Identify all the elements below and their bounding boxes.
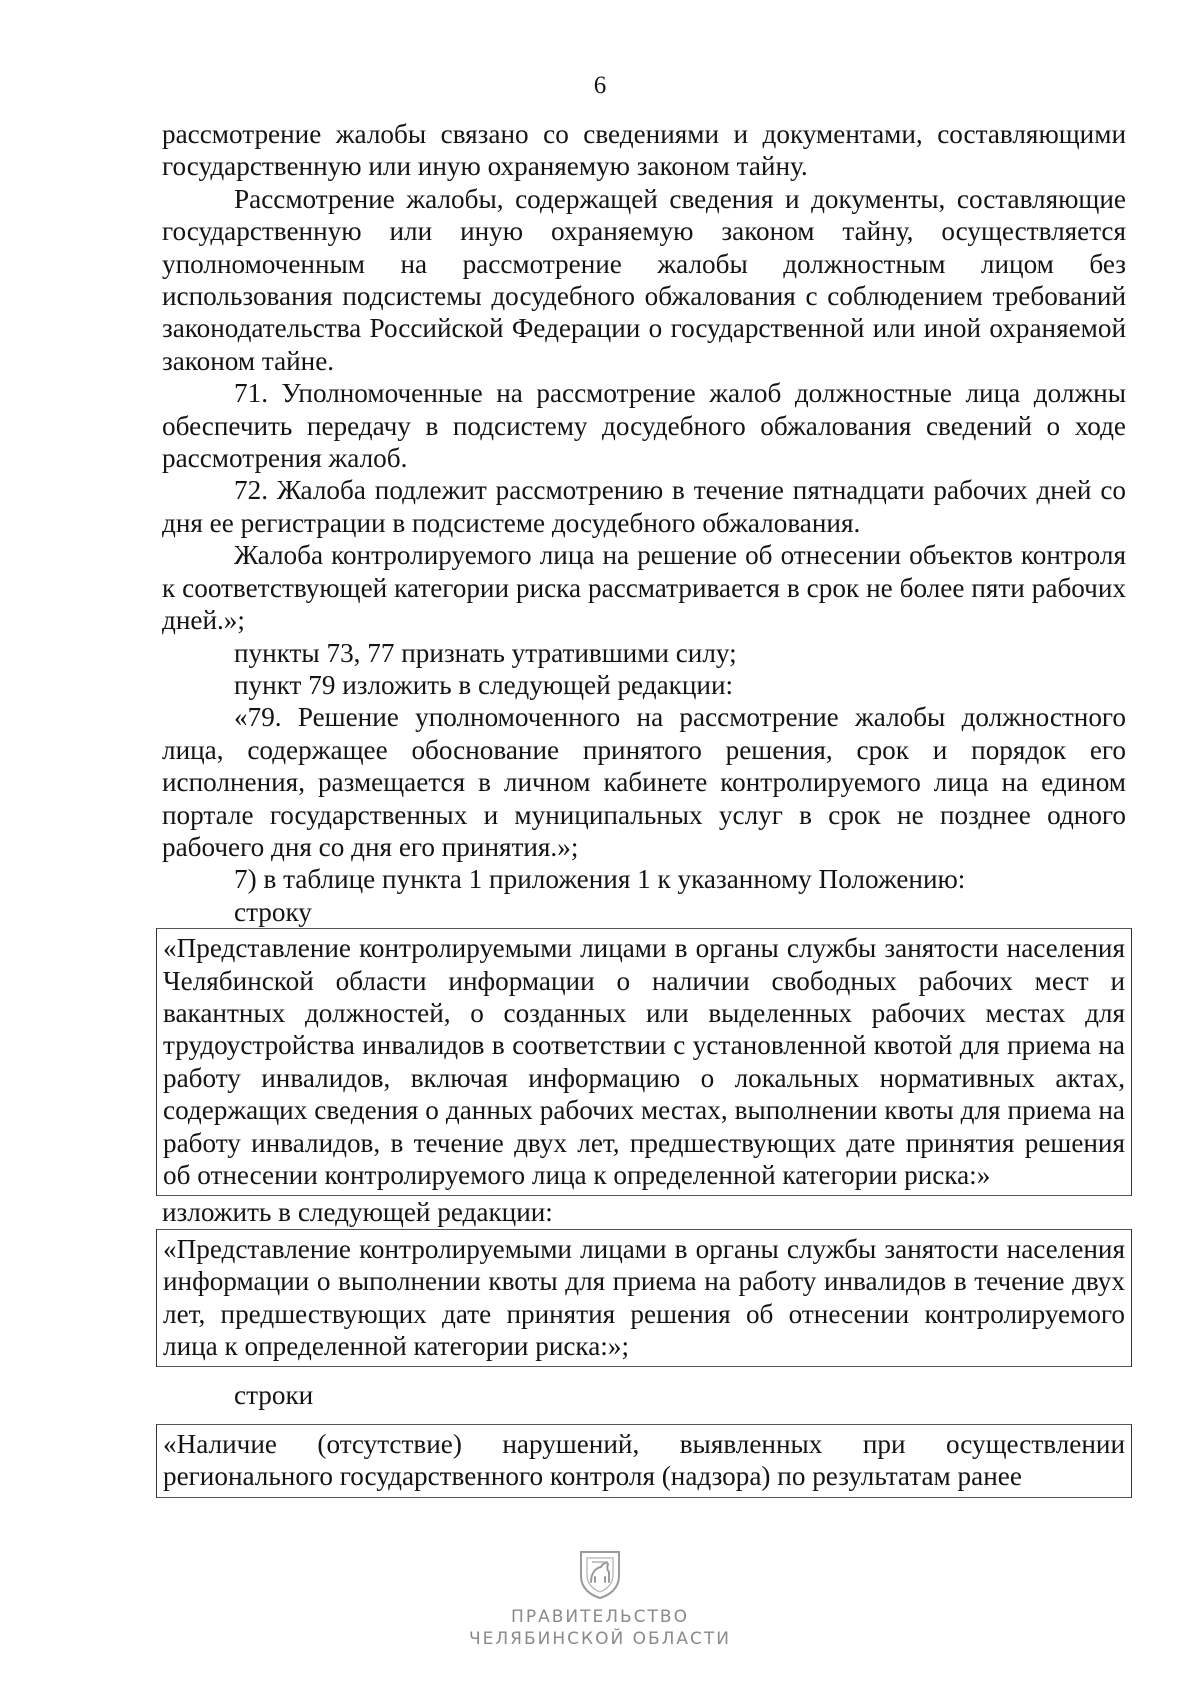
footer-line-government: ПРАВИТЕЛЬСТВО [511, 1607, 689, 1627]
label-row: строку [234, 896, 312, 927]
paragraph-secret-complaint: Рассмотрение жалобы, содержащей сведения и документы, составляющие государственную или иную охраняемую законом тайну, осуществляется уполномоченным на рассмотрение жалобы должностным лицом без использования подсистемы досудебного обжалования с соблюдением требований законодательства Российской Федерации о государственной или иной охраняемой законом тайне. [162, 183, 1126, 376]
spacer [162, 1412, 1126, 1424]
paragraph-table-amendment: 7) в таблице пункта 1 приложения 1 к указанному Положению: [234, 864, 966, 895]
paragraph-79-intro: пункт 79 изложить в следующей редакции: [234, 669, 734, 700]
spacer [162, 1367, 1126, 1379]
paragraph-79-text: «79. Решение уполномоченного на рассмотрение жалобы должностного лица, содержащее обоснование принятого решения, срок и порядок его исполнения, размещается в личном кабинете контролируемого лица на едином портале государственных и муниципальных услуг в срок не позднее одного рабочего дня со дня его принятия.»; [162, 702, 1126, 862]
footer-line-region: ЧЕЛЯБИНСКОЙ ОБЛАСТИ [468, 1629, 732, 1649]
label-rows: строки [234, 1380, 314, 1411]
paragraph-73-77-repealed: пункты 73, 77 признать утратившими силу; [234, 637, 737, 668]
footer-stamp [0, 1548, 1200, 1650]
chelyabinsk-coat-of-arms-icon [577, 1548, 623, 1600]
label-new-edition: изложить в следующей редакции: [162, 1197, 553, 1228]
table-row-old: «Представление контролируемыми лицами в органы службы занятости населения Челябинской области информации о наличии свободных рабочих мест и вакантных должностей, о созданных или выделенных рабочих местах для трудоустройства инвалидов в соответствии с установленной квотой для приема на работу инвалидов, включая информацию о локальных нормативных актах, содержащих сведения о данных рабочих местах, выполнении квоты для приема на работу инвалидов, в течение двух лет, предшествующих дате принятия решения об отнесении контролируемого лица к определенной категории риска:» [156, 928, 1132, 1196]
document-body [162, 118, 1126, 1498]
table-row-new: «Представление контролируемыми лицами в органы службы занятости населения информации о выполнении квоты для приема на работу инвалидов в течение двух лет, предшествующих дате принятия решения об отнесении контролируемого лица к определенной категории риска:»; [156, 1229, 1132, 1368]
paragraph-72: 72. Жалоба подлежит рассмотрению в течение пятнадцати рабочих дней со дня ее регистрации в подсистеме досудебного обжалования. [162, 475, 1126, 538]
table-row-next: «Наличие (отсутствие) нарушений, выявленных при осуществлении регионального государственного контроля (надзора) по результатам ранее [156, 1424, 1132, 1498]
paragraph-risk-category-complaint: Жалоба контролируемого лица на решение об отнесении объектов контроля к соответствующей категории риска рассматривается в срок не более пяти рабочих дней.»; [162, 540, 1126, 636]
paragraph-71: 71. Уполномоченные на рассмотрение жалоб должностные лица должны обеспечить передачу в подсистему досудебного обжалования сведений о ходе рассмотрения жалоб. [162, 378, 1126, 474]
paragraph-continuation: рассмотрение жалобы связано со сведениями и документами, составляющими государственную или иную охраняемую законом тайну. [162, 119, 1126, 182]
page-number: 6 [593, 72, 607, 99]
